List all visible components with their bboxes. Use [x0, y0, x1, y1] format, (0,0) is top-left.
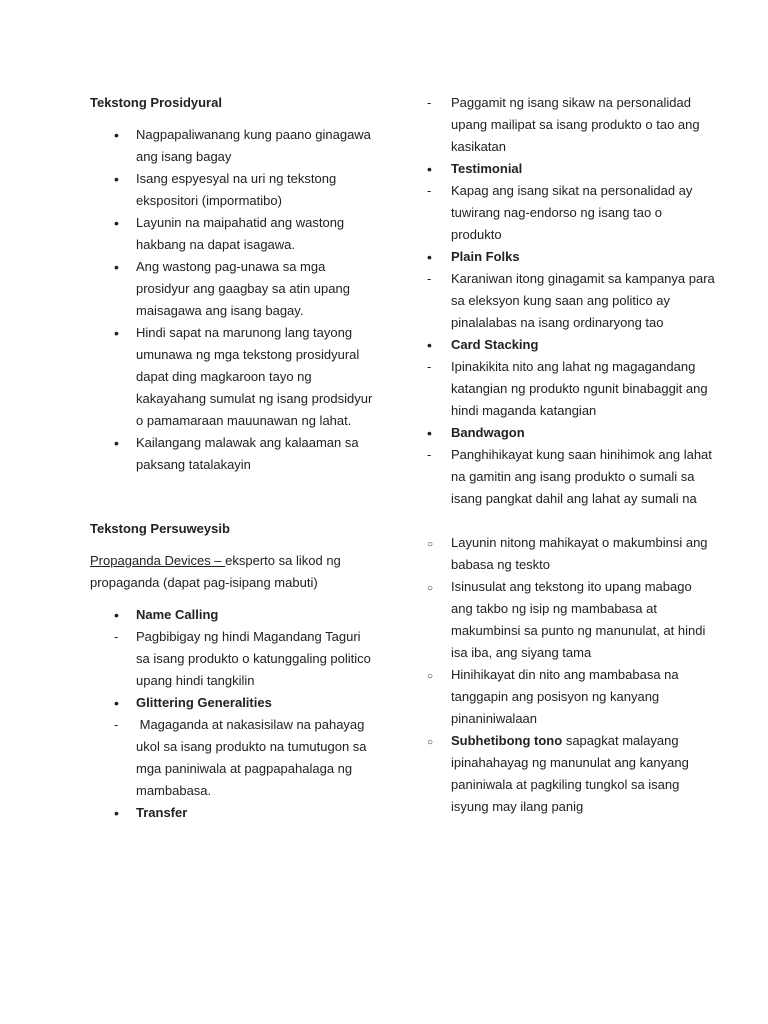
left-column: [90, 92, 375, 824]
list-item: • Isang espyesyal na uri ng tekstong ekspositori (impormatibo): [90, 168, 375, 212]
propaganda-devices-paragraph: [90, 550, 375, 594]
list-item: • Nagpapaliwanang kung paano ginagawa ang isang bagay: [90, 124, 375, 168]
list-item: ○ Isinusulat ang tekstong ito upang mabago ang takbo ng isip ng mambabasa at makumbinsi sa punto ng manunulat, at hindi isa iba, ang siyang tama: [425, 576, 715, 664]
list-item: ○ Subhetibong tono sapagkat malayang ipinahahayag ng manunulat ang kanyang paniniwala at pagkiling tungkol sa isang isyung may ilang panig: [425, 730, 715, 818]
list-item: - Paggamit ng isang sikaw na personalidad upang mailipat sa isang produkto o tao ang kasikatan: [425, 92, 715, 158]
bullet-icon: [114, 322, 130, 345]
list-item: • Testimonial: [425, 158, 715, 180]
bullet-icon: [114, 168, 130, 191]
circle-bullet-icon: [427, 730, 443, 754]
list-item: - Pagbibigay ng hindi Magandang Taguri sa isang produkto o katunggaling politico upang hindi tangkilin: [90, 626, 375, 692]
bullet-icon: [427, 422, 443, 445]
bullet-icon: [114, 432, 130, 455]
list-item: • Transfer: [90, 802, 375, 824]
list-item: • Layunin na maipahatid ang wastong hakbang na dapat isagawa.: [90, 212, 375, 256]
persuweysib-characteristics-list: [425, 532, 715, 818]
list-item: • Glittering Generalities: [90, 692, 375, 714]
dash-icon: [427, 356, 443, 378]
bullet-icon: [427, 246, 443, 269]
propaganda-devices-label: Propaganda Devices –: [90, 553, 226, 568]
dash-icon: [427, 268, 443, 290]
bullet-icon: [427, 334, 443, 357]
dash-icon: [427, 444, 443, 466]
dash-icon: [427, 92, 443, 114]
bullet-icon: [114, 256, 130, 279]
heading-tekstong-persuweysib: Tekstong Persuweysib: [90, 521, 230, 536]
list-item: • Hindi sapat na marunong lang tayong umunawa ng mga tekstong prosidyural dapat ding magkaroon tayo ng kakayahang sumulat ng isang prodsidyur o pamamaraan mauunawan ng lahat.: [90, 322, 375, 432]
bullet-icon: [114, 604, 130, 627]
list-item: - Kapag ang isang sikat na personalidad ay tuwirang nag-endorso ng isang tao o produkto: [425, 180, 715, 246]
dash-icon: [114, 714, 130, 736]
propaganda-devices-text: eksperto sa likod ng propaganda (dapat pag-isipang mabuti): [90, 553, 341, 590]
bullet-icon: [114, 124, 130, 147]
list-item: • Kailangang malawak ang kalaaman sa paksang tatalakayin: [90, 432, 375, 476]
right-column: [425, 92, 715, 818]
list-item: • Plain Folks: [425, 246, 715, 268]
list-item: - Karaniwan itong ginagamit sa kampanya para sa eleksyon kung saan ang politico ay pinalalabas na isang ordinaryong tao: [425, 268, 715, 334]
bullet-icon: [114, 802, 130, 825]
propaganda-device-list-continued: [425, 92, 715, 510]
dash-icon: [427, 180, 443, 202]
list-item: • Name Calling: [90, 604, 375, 626]
prosidyural-bullet-list: [90, 124, 375, 476]
list-item: • Card Stacking: [425, 334, 715, 356]
circle-bullet-icon: [427, 532, 443, 556]
list-item: - Ipinakikita nito ang lahat ng magagandang katangian ng produkto ngunit binabaggit ang hindi maganda katangian: [425, 356, 715, 422]
list-item: ○ Layunin nitong mahikayat o makumbinsi ang babasa ng teskto: [425, 532, 715, 576]
propaganda-device-list: [90, 604, 375, 824]
bullet-icon: [114, 692, 130, 715]
bullet-icon: [114, 212, 130, 235]
list-item: - Magaganda at nakasisilaw na pahayag ukol sa isang produkto na tumutugon sa mga paniniwala at pagpapahalaga ng mambabasa.: [90, 714, 375, 802]
circle-bullet-icon: [427, 664, 443, 688]
list-item: • Ang wastong pag-unawa sa mga prosidyur ang gaagbay sa atin upang maisagawa ang isang bagay.: [90, 256, 375, 322]
circle-bullet-icon: [427, 576, 443, 600]
list-item: ○ Hinihikayat din nito ang mambabasa na tanggapin ang posisyon ng kanyang pinaniniwalaan: [425, 664, 715, 730]
heading-tekstong-prosidyural: Tekstong Prosidyural: [90, 95, 222, 110]
dash-icon: [114, 626, 130, 648]
list-item: • Bandwagon: [425, 422, 715, 444]
bullet-icon: [427, 158, 443, 181]
list-item: - Panghihikayat kung saan hinihimok ang lahat na gamitin ang isang produkto o sumali sa isang pangkat dahil ang lahat ay sumali na: [425, 444, 715, 510]
